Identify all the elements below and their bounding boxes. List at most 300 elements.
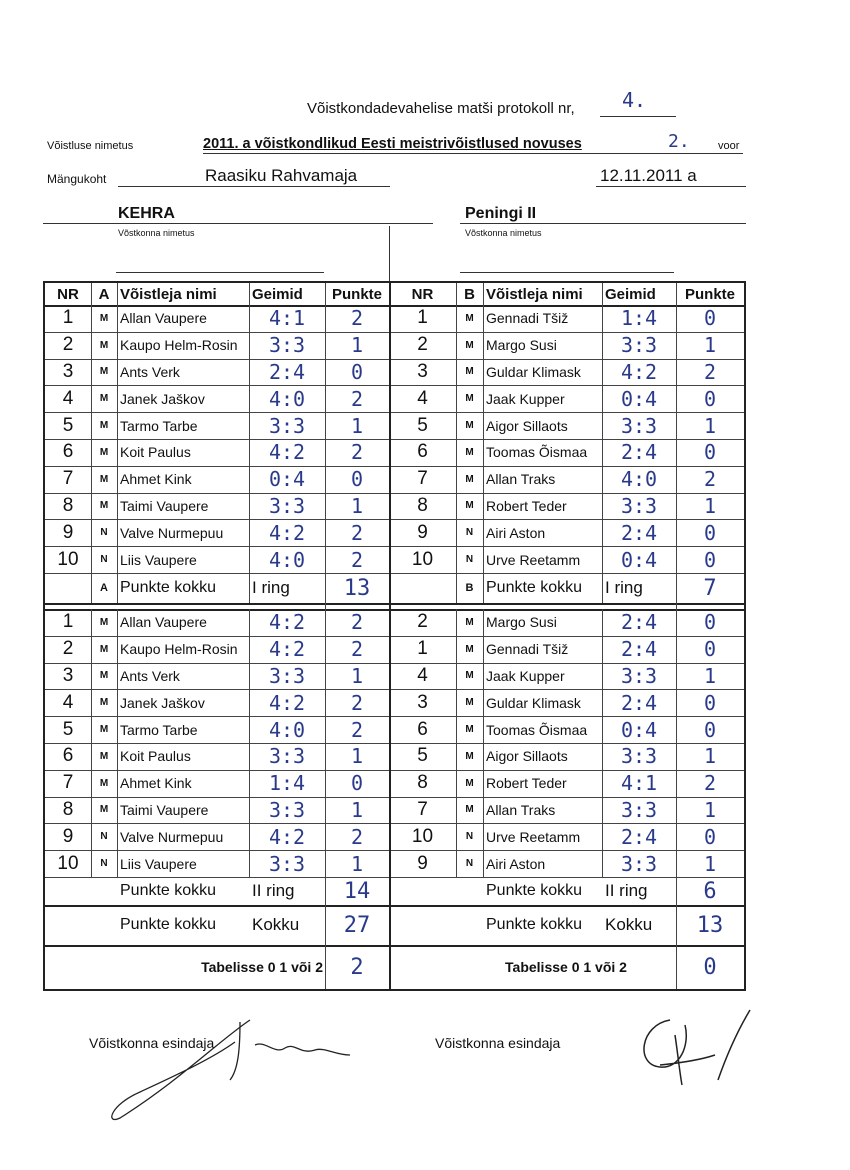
gender-a: M <box>99 697 109 709</box>
table-row <box>45 493 744 521</box>
points-a: 2 <box>350 386 364 411</box>
player-nr-a: 8 <box>62 798 74 820</box>
column-divider <box>91 332 92 359</box>
column-divider <box>602 546 603 573</box>
column-divider <box>483 636 484 663</box>
column-divider <box>483 689 484 716</box>
gender-b: N <box>465 831 474 843</box>
player-nr-b: 10 <box>411 825 434 847</box>
total2-label-b: Punkte kokku <box>486 882 583 899</box>
column-divider <box>91 797 92 824</box>
column-divider <box>117 823 118 850</box>
column-divider <box>602 305 603 332</box>
competition-label: Võistluse nimetus <box>47 140 134 152</box>
gender-b: M <box>465 473 474 485</box>
column-divider <box>325 573 326 603</box>
column-divider <box>325 770 326 797</box>
games-b: 2:4 <box>620 610 658 635</box>
column-divider <box>91 770 92 797</box>
signature-a <box>100 1000 360 1130</box>
column-divider <box>602 663 603 690</box>
column-divider <box>389 332 391 359</box>
column-divider <box>602 636 603 663</box>
games-b: 2:4 <box>620 637 658 662</box>
games-a: 4:0 <box>268 547 306 572</box>
column-divider <box>456 359 457 386</box>
games-b: 4:2 <box>620 359 658 384</box>
column-divider <box>389 905 391 945</box>
player-name-b: Allan Traks <box>486 801 556 818</box>
column-divider <box>325 636 326 663</box>
team-b-caption: Võstkonna nimetus <box>465 228 542 238</box>
games-b: 2:4 <box>620 824 658 849</box>
games-b: 0:4 <box>620 547 658 572</box>
column-divider <box>389 716 391 743</box>
column-divider <box>456 663 457 690</box>
table-row <box>45 770 744 798</box>
column-divider <box>249 359 250 386</box>
gender-a: M <box>99 670 109 682</box>
player-name-a: Janek Jaškov <box>120 390 205 407</box>
column-divider <box>389 609 391 636</box>
column-divider <box>325 466 326 493</box>
gender-b: M <box>465 393 474 405</box>
column-divider <box>483 283 484 305</box>
column-divider <box>456 466 457 493</box>
points-a: 0 <box>350 359 364 384</box>
grand-label-a: Punkte kokku <box>120 916 217 933</box>
ring2-label-a: II ring <box>252 881 295 900</box>
column-divider <box>389 573 391 603</box>
round2-total-row <box>45 877 744 907</box>
column-divider <box>117 493 118 520</box>
player-nr-a: 5 <box>62 414 74 436</box>
points-b: 1 <box>703 413 717 438</box>
points-b: 1 <box>703 797 717 822</box>
signature-a-label: Võistkonna esindaja <box>89 1035 215 1051</box>
column-divider <box>91 689 92 716</box>
column-divider <box>676 493 677 520</box>
table-result-label-b: Tabelisse 0 1 või 2 <box>505 959 627 975</box>
protocol-number-line <box>600 116 676 117</box>
player-nr-b: 6 <box>417 441 428 463</box>
header-team-a: A <box>98 285 110 303</box>
column-divider <box>602 823 603 850</box>
column-divider <box>249 439 250 466</box>
player-nr-b: 1 <box>417 307 428 329</box>
table-row <box>45 519 744 547</box>
column-divider <box>389 546 391 573</box>
column-divider <box>249 412 250 439</box>
competition-name: 2011. a võistkondlikud Eesti meistrivõistlused novuses <box>203 136 582 152</box>
points-a: 2 <box>350 520 364 545</box>
player-nr-b: 9 <box>417 852 428 874</box>
date-line <box>596 186 746 187</box>
games-a: 4:2 <box>268 610 306 635</box>
player-name-b: Gennadi Tšiž <box>486 641 569 658</box>
column-divider <box>91 359 92 386</box>
column-divider <box>91 385 92 412</box>
table-row <box>45 546 744 574</box>
table-result-label-a: Tabelisse 0 1 või 2 <box>201 959 323 975</box>
column-divider <box>676 743 677 770</box>
column-divider <box>389 412 391 439</box>
column-divider <box>676 305 677 332</box>
column-divider <box>602 609 603 636</box>
column-divider <box>389 305 391 332</box>
team-a-caption: Võstkonna nimetus <box>118 228 195 238</box>
column-divider <box>325 359 326 386</box>
column-divider <box>602 359 603 386</box>
column-divider <box>456 716 457 743</box>
column-divider <box>389 493 391 520</box>
table-row <box>45 609 744 637</box>
gender-b: M <box>465 670 474 682</box>
table-row <box>45 359 744 387</box>
player-nr-a: 7 <box>62 772 74 794</box>
column-divider <box>249 823 250 850</box>
column-divider <box>91 546 92 573</box>
gender-a: M <box>99 643 109 655</box>
player-name-b: Airi Aston <box>486 524 546 541</box>
column-divider <box>249 546 250 573</box>
games-b: 4:1 <box>620 771 658 796</box>
column-divider <box>117 689 118 716</box>
column-divider <box>389 743 391 770</box>
column-divider <box>389 770 391 797</box>
gender-b: M <box>465 312 474 324</box>
gender-b: N <box>465 527 474 539</box>
points-b: 0 <box>703 306 717 331</box>
column-divider <box>676 905 677 945</box>
player-name-a: Valve Nurmepuu <box>120 828 224 845</box>
venue-label: Mängukoht <box>47 172 107 186</box>
column-divider <box>676 332 677 359</box>
games-b: 2:4 <box>620 440 658 465</box>
column-divider <box>456 770 457 797</box>
header-nr-b: NR <box>411 285 434 303</box>
column-divider <box>249 493 250 520</box>
table-result-a: 2 <box>350 954 364 980</box>
points-a: 0 <box>350 467 364 492</box>
column-divider <box>456 439 457 466</box>
total-label-b: Punkte kokku <box>486 579 583 596</box>
column-divider <box>676 519 677 546</box>
column-divider <box>91 519 92 546</box>
player-name-a: Kaupo Helm-Rosin <box>120 337 238 354</box>
column-divider <box>483 770 484 797</box>
column-divider <box>325 305 326 332</box>
player-nr-a: 4 <box>62 691 74 713</box>
table-row <box>45 412 744 440</box>
points-a: 1 <box>350 493 364 518</box>
player-name-a: Koit Paulus <box>120 444 191 461</box>
column-divider <box>676 546 677 573</box>
column-divider <box>249 519 250 546</box>
column-divider <box>117 305 118 332</box>
column-divider <box>91 850 92 877</box>
column-divider <box>117 385 118 412</box>
column-divider <box>602 850 603 877</box>
column-divider <box>249 332 250 359</box>
column-divider <box>483 332 484 359</box>
games-b: 3:3 <box>620 333 658 358</box>
points-a: 2 <box>350 306 364 331</box>
column-divider <box>389 663 391 690</box>
games-a: 3:3 <box>268 851 306 876</box>
games-a: 4:2 <box>268 520 306 545</box>
player-name-b: Allan Traks <box>486 471 556 488</box>
player-name-a: Taimi Vaupere <box>120 801 209 818</box>
gender-a: N <box>100 554 108 566</box>
column-divider <box>249 716 250 743</box>
player-nr-a: 4 <box>62 387 74 409</box>
gender-a: M <box>99 724 109 736</box>
table-row <box>45 439 744 467</box>
player-nr-a: 10 <box>57 548 79 570</box>
column-divider <box>676 412 677 439</box>
grand-points-a: 27 <box>343 912 371 938</box>
gender-b: M <box>465 804 474 816</box>
gender-b: M <box>465 366 474 378</box>
column-divider <box>117 797 118 824</box>
column-divider <box>456 385 457 412</box>
ring-label-b: I ring <box>605 578 643 597</box>
column-divider <box>325 519 326 546</box>
points-a: 1 <box>350 744 364 769</box>
column-divider <box>483 493 484 520</box>
points-b: 0 <box>703 547 717 572</box>
player-nr-b: 4 <box>417 387 428 409</box>
column-divider <box>325 716 326 743</box>
gender-b: M <box>465 446 474 458</box>
player-name-b: Toomas Õismaa <box>486 444 588 461</box>
player-name-a: Tarmo Tarbe <box>120 721 198 738</box>
player-name-a: Liis Vaupere <box>120 551 197 568</box>
points-b: 2 <box>703 359 717 384</box>
column-divider <box>483 305 484 332</box>
column-divider <box>676 823 677 850</box>
column-divider <box>249 636 250 663</box>
column-divider <box>456 493 457 520</box>
gender-a: M <box>99 366 109 378</box>
column-divider <box>456 609 457 636</box>
column-divider <box>117 546 118 573</box>
player-name-a: Allan Vaupere <box>120 614 207 631</box>
table-row <box>45 850 744 878</box>
player-name-a: Koit Paulus <box>120 748 191 765</box>
gender-a: M <box>99 446 109 458</box>
column-divider <box>676 609 677 636</box>
table-row <box>45 716 744 744</box>
column-divider <box>389 797 391 824</box>
column-divider <box>676 945 677 989</box>
column-divider <box>91 573 92 603</box>
player-nr-b: 8 <box>417 494 428 516</box>
results-table <box>43 281 746 991</box>
column-divider <box>602 385 603 412</box>
gender-a: M <box>99 750 109 762</box>
games-a: 4:0 <box>268 386 306 411</box>
column-divider <box>456 519 457 546</box>
table-row <box>45 823 744 851</box>
column-divider <box>676 385 677 412</box>
gender-a: M <box>99 393 109 405</box>
player-nr-a: 2 <box>62 334 74 356</box>
column-divider <box>389 945 391 989</box>
points-b: 0 <box>703 520 717 545</box>
round-label: voor <box>718 140 740 152</box>
column-divider <box>91 609 92 636</box>
games-b: 3:3 <box>620 797 658 822</box>
column-divider <box>456 573 457 603</box>
column-divider <box>483 546 484 573</box>
column-divider <box>483 850 484 877</box>
header-games-a: Geimid <box>252 285 303 303</box>
column-divider <box>91 743 92 770</box>
player-nr-a: 5 <box>62 718 74 740</box>
gender-b: N <box>465 858 474 870</box>
column-divider <box>456 546 457 573</box>
gender-b: M <box>465 500 474 512</box>
column-divider <box>456 689 457 716</box>
points-b: 0 <box>703 610 717 635</box>
total-label-a: Punkte kokku <box>120 579 217 596</box>
column-divider <box>483 573 484 603</box>
points-b: 0 <box>703 717 717 742</box>
player-name-b: Toomas Õismaa <box>486 721 588 738</box>
player-name-a: Liis Vaupere <box>120 855 197 872</box>
table-row <box>45 305 744 333</box>
column-divider <box>325 945 326 989</box>
team-a-underline <box>116 272 324 273</box>
gender-b: M <box>465 724 474 736</box>
column-divider <box>249 466 250 493</box>
column-divider <box>389 689 391 716</box>
games-a: 2:4 <box>268 359 306 384</box>
gender-b: M <box>465 750 474 762</box>
player-name-b: Guldar Klimask <box>486 694 581 711</box>
column-divider <box>483 385 484 412</box>
column-divider <box>389 636 391 663</box>
table-row <box>45 743 744 771</box>
games-a: 0:4 <box>268 467 306 492</box>
column-divider <box>325 663 326 690</box>
column-divider <box>483 743 484 770</box>
column-divider <box>602 797 603 824</box>
column-divider <box>389 850 391 877</box>
column-divider <box>91 823 92 850</box>
grand-label-b: Punkte kokku <box>486 916 583 933</box>
column-divider <box>602 439 603 466</box>
points-b: 0 <box>703 637 717 662</box>
column-divider <box>249 609 250 636</box>
protocol-number: 4. <box>622 88 647 112</box>
column-divider <box>602 283 603 305</box>
header-games-b: Geimid <box>605 285 656 303</box>
games-a: 3:3 <box>268 493 306 518</box>
column-divider <box>483 439 484 466</box>
column-divider <box>91 305 92 332</box>
column-divider <box>91 716 92 743</box>
points-a: 1 <box>350 663 364 688</box>
venue: Raasiku Rahvamaja <box>205 166 358 185</box>
table-row <box>45 332 744 360</box>
column-divider <box>602 770 603 797</box>
column-divider <box>676 439 677 466</box>
gender-b: N <box>465 554 474 566</box>
points-b: 1 <box>703 851 717 876</box>
player-nr-b: 2 <box>417 334 428 356</box>
team-a-name: KEHRA <box>118 205 175 222</box>
player-nr-a: 9 <box>62 521 74 543</box>
gender-b: M <box>465 616 474 628</box>
player-nr-b: 7 <box>417 798 428 820</box>
points-a: 0 <box>350 771 364 796</box>
column-divider <box>676 689 677 716</box>
player-name-a: Ahmet Kink <box>120 471 192 488</box>
column-divider <box>676 283 677 305</box>
column-divider <box>389 283 391 305</box>
gender-a: M <box>99 312 109 324</box>
games-a: 4:0 <box>268 717 306 742</box>
player-name-b: Margo Susi <box>486 614 557 631</box>
header-points-b: Punkte <box>684 285 735 303</box>
games-a: 4:2 <box>268 824 306 849</box>
games-b: 1:4 <box>620 306 658 331</box>
column-divider <box>602 519 603 546</box>
player-name-a: Taimi Vaupere <box>120 497 209 514</box>
player-nr-a: 1 <box>62 307 74 329</box>
column-divider <box>389 877 391 905</box>
match-date: 12.11.2011 a <box>600 166 697 185</box>
table-result-row <box>45 945 744 989</box>
column-divider <box>676 797 677 824</box>
column-divider <box>249 573 250 603</box>
column-divider <box>117 770 118 797</box>
column-divider <box>483 823 484 850</box>
player-nr-a: 2 <box>62 638 74 660</box>
total2-label-a: Punkte kokku <box>120 882 217 899</box>
gender-b: M <box>465 697 474 709</box>
column-divider <box>325 546 326 573</box>
games-b: 3:3 <box>620 851 658 876</box>
column-divider <box>117 663 118 690</box>
column-divider <box>91 636 92 663</box>
player-name-a: Ants Verk <box>120 363 180 380</box>
column-divider <box>325 905 326 945</box>
column-divider <box>483 609 484 636</box>
player-nr-b: 4 <box>417 664 428 686</box>
column-divider <box>117 609 118 636</box>
points-a: 2 <box>350 637 364 662</box>
column-divider <box>389 823 391 850</box>
player-name-a: Janek Jaškov <box>120 694 205 711</box>
team-b-name: Peningi II <box>465 205 537 222</box>
column-divider <box>325 412 326 439</box>
signature-b <box>630 1005 760 1095</box>
player-nr-a: 8 <box>62 494 74 516</box>
column-divider <box>483 359 484 386</box>
player-nr-a: 10 <box>57 852 79 874</box>
column-divider <box>602 716 603 743</box>
player-name-b: Gennadi Tšiž <box>486 310 569 327</box>
column-divider <box>456 797 457 824</box>
column-divider <box>249 283 250 305</box>
player-name-b: Guldar Klimask <box>486 363 581 380</box>
column-divider <box>676 850 677 877</box>
column-divider <box>325 823 326 850</box>
